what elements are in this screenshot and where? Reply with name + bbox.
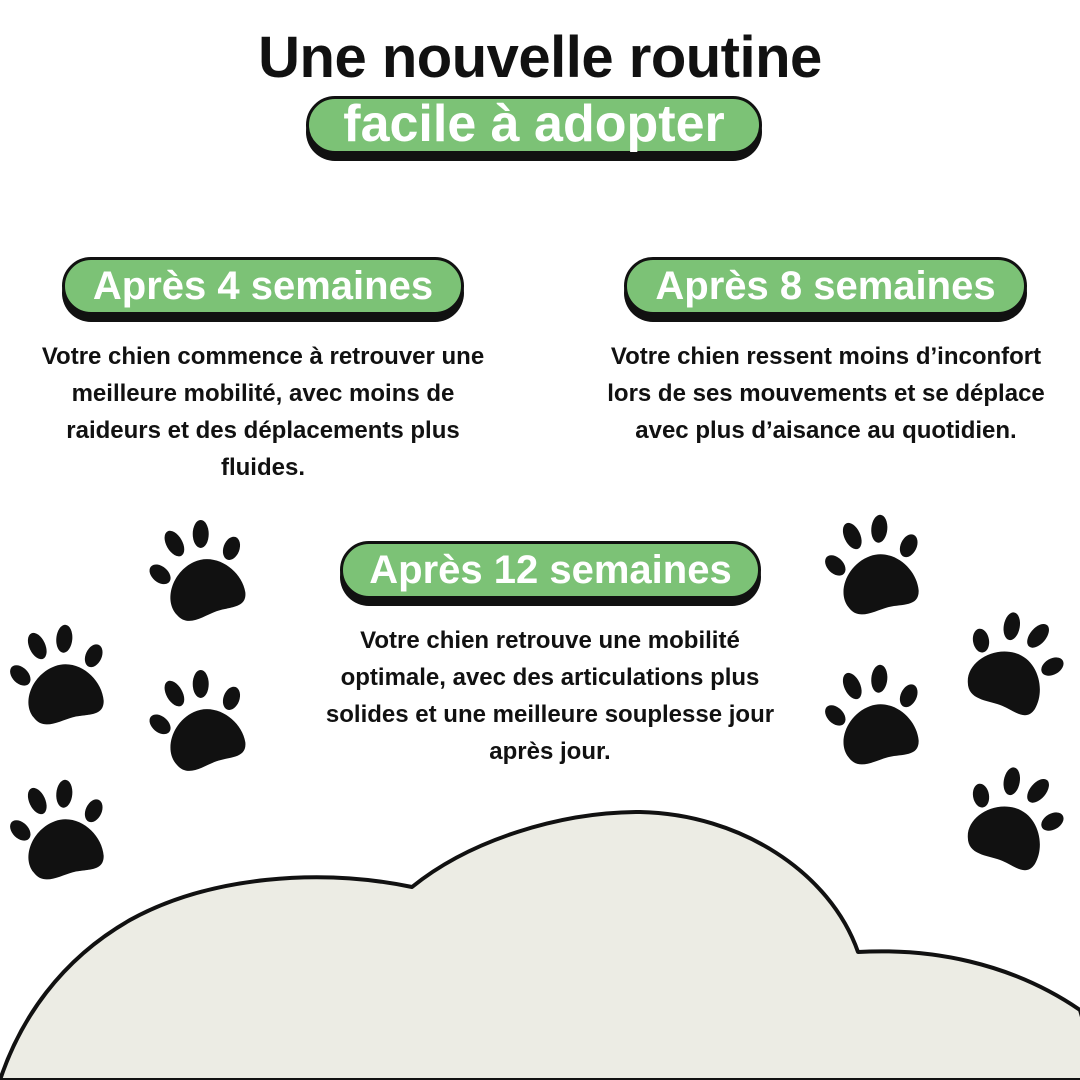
title-highlight-badge: facile à adopter xyxy=(306,96,762,154)
milestone-8-weeks-badge: Après 8 semaines xyxy=(624,257,1027,315)
milestone-12-weeks-description: Votre chien retrouve une mobilité optimale, avec des articulations plus solides et une meilleure souplesse jour après jour. xyxy=(325,627,775,765)
page-title: Une nouvelle routine xyxy=(258,25,822,90)
milestone-4-weeks-description: Votre chien commence à retrouver une meilleure mobilité, avec moins de raideurs et des déplacements plus fluides. xyxy=(41,343,485,481)
milestone-12-weeks-badge: Après 12 semaines xyxy=(340,541,761,599)
milestone-4-weeks-badge: Après 4 semaines xyxy=(62,257,464,315)
milestone-8-weeks-description: Votre chien ressent moins d’inconfort lors de ses mouvements et se déplace avec plus d’aisance au quotidien. xyxy=(607,343,1045,444)
